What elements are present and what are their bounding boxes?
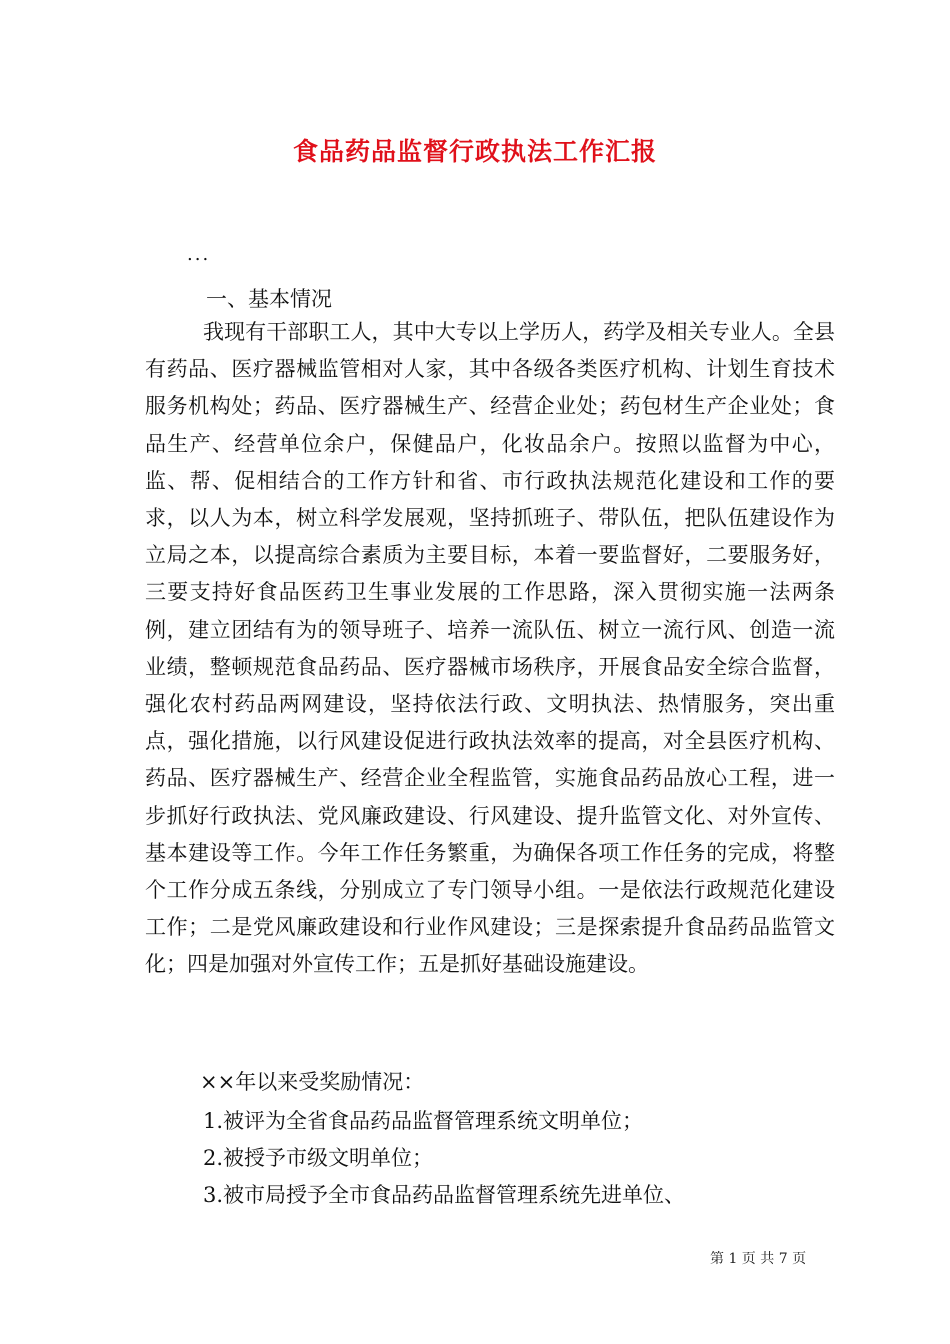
award-item: 3.被市局授予全市食品药品监督管理系统先进单位、 [203, 1183, 686, 1208]
awards-heading: ××年以来受奖励情况： [200, 1070, 425, 1094]
body-paragraph: 我现有干部职工人，其中大专以上学历人，药学及相关专业人。全县有药品、医疗器械监管相对人家，其中各级各类医疗机构、计划生育技术服务机构处；药品、医疗器械生产、经营企业处；药包材生产企业处；食品生产、经营单位余户，保健品户，化妆品余户。按照以监督为中心，监、帮、促相结合的工作方针和省、市行政执法规范化建设和工作的要求，以人为本，树立科学发展观，坚持抓班子、带队伍，把队伍建设作为立局之本，以提高综合素质为主要目标，本着一要监督好，二要服务好，三要支持好食品医药卫生事业发展的工作思路，深入贯彻实施一法两条例，建立团结有为的领导班子、培养一流队伍、树立一流行风、创造一流业绩，整顿规范食品药品、医疗器械市场秩序，开展食品安全综合监督，强化农村药品两网建设，坚持依法行政、文明执法、热情服务，突出重点，强化措施，以行风建设促进行政执法效率的提高，对全县医疗机构、药品、医疗器械生产、经营企业全程监管，实施食品药品放心工程，进一步抓好行政执法、党风廉政建设、行风建设、提升监管文化、对外宣传、基本建设等工作。今年工作任务繁重，为确保各项工作任务的完成，将整个工作分成五条线，分别成立了专门领导小组。一是依法行政规范化建设工作；二是党风廉政建设和行业作风建设；三是探索提升食品药品监管文化；四是加强对外宣传工作；五是抓好基础设施建设。 [145, 320, 835, 977]
award-item: 2.被授予市级文明单位； [203, 1146, 434, 1171]
award-item: 1.被评为全省食品药品监督管理系统文明单位； [203, 1109, 644, 1133]
ellipsis-marker: ... [187, 244, 211, 265]
section-heading: 一、基本情况 [206, 287, 332, 311]
document-title: 食品药品监督行政执法工作汇报 [292, 137, 657, 166]
awards-list [203, 1103, 685, 1215]
page-indicator: 第 1 页 共 7 页 [710, 1251, 807, 1267]
